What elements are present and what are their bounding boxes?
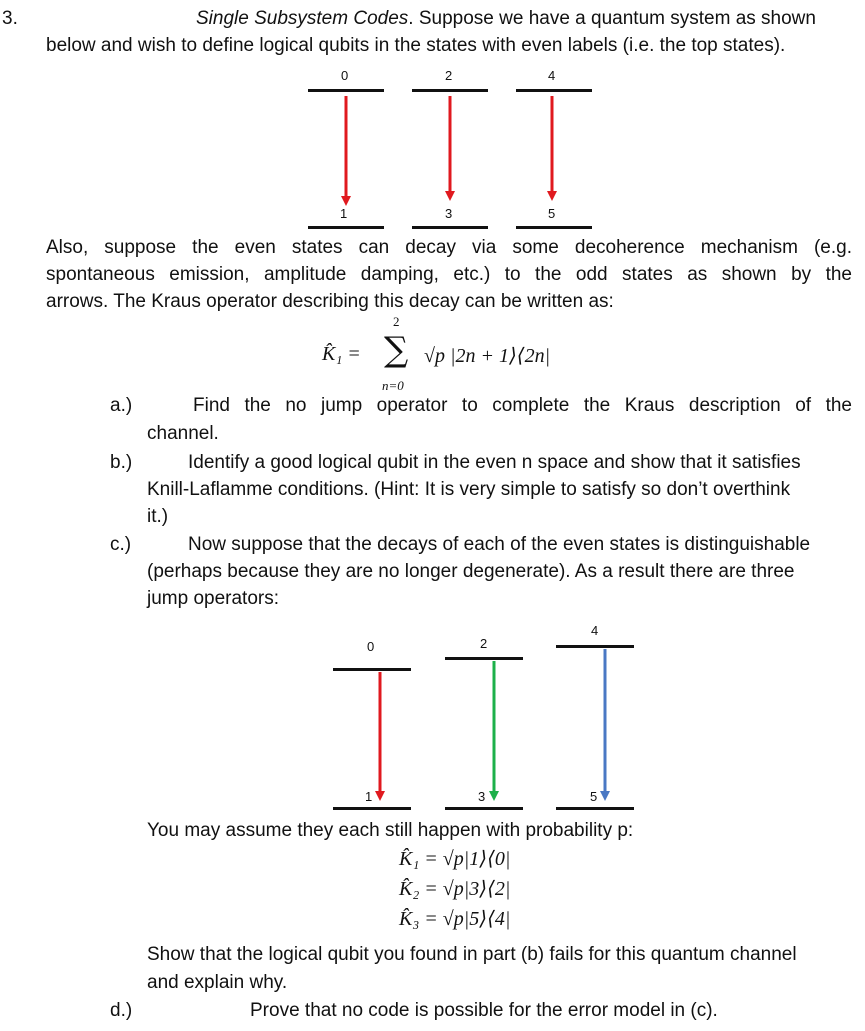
diagram2-top-label-0: 0 — [367, 639, 375, 654]
diagram1-bottom-label-1: 1 — [340, 206, 348, 221]
diagram2-arrow-4-to-5 — [600, 649, 610, 801]
diagram1-top-label-4: 4 — [548, 68, 556, 83]
diagram2-bottom-label-1: 1 — [365, 789, 373, 804]
part-c-op-2: K̂₂ = √p|3⟩⟨2| — [399, 878, 511, 900]
part-a-label: a.) — [110, 395, 133, 416]
part-c-line-1: Now suppose that the decays of each of the even states is distinguishable — [188, 534, 811, 555]
part-c-fail-line-1: Show that the logical qubit you found in part (b) fails for this quantum channel — [147, 944, 797, 965]
part-c-fail-line-2: and explain why. — [147, 972, 288, 993]
diagram1-bottom-label-5: 5 — [548, 206, 556, 221]
part-c-label: c.) — [110, 534, 132, 555]
diagram2-bottom-label-3: 3 — [478, 789, 486, 804]
intro-line-2: below and wish to define logical qubits in the states with even labels (i.e. the top states). — [46, 35, 786, 56]
diagram2-top-label-2: 2 — [480, 636, 488, 651]
diagram2-bottom-label-5: 5 — [590, 789, 598, 804]
part-b-label: b.) — [110, 452, 133, 473]
diagram2-arrow-2-to-3 — [489, 661, 499, 801]
part-c-line-3: jump operators: — [147, 588, 280, 609]
diagram1-bottom-label-3: 3 — [445, 206, 453, 221]
kraus-sum-upper-limit: 2 — [393, 314, 400, 329]
kraus-sum-lhs: K̂₁ = — [322, 343, 361, 365]
diagram1-top-label-2: 2 — [445, 68, 453, 83]
part-b-line-3: it.) — [147, 506, 169, 527]
problem-number: 3. — [2, 8, 18, 29]
intro-line-1-rest: . Suppose we have a quantum system as shown — [408, 8, 816, 29]
part-d-text: Prove that no code is possible for the error model in (c). — [250, 1000, 718, 1021]
decay-text-line-3: arrows. The Kraus operator describing this decay can be written as: — [46, 291, 614, 312]
part-b-line-1: Identify a good logical qubit in the even n space and show that it satisfies — [188, 452, 801, 473]
part-a-line-2: channel. — [147, 423, 219, 444]
part-c-assume: You may assume they each still happen with probability p: — [147, 820, 634, 841]
part-c-op-3: K̂₃ = √p|5⟩⟨4| — [399, 908, 511, 930]
kraus-sum-sigma: ∑ — [384, 330, 409, 370]
problem-title: Single Subsystem Codes — [196, 8, 409, 29]
kraus-sum-body: √p |2n + 1⟩⟨2n| — [424, 345, 551, 367]
diagram2-top-label-4: 4 — [591, 623, 599, 638]
diagram2-arrow-0-to-1 — [375, 672, 385, 801]
part-a-line-1: Find the no jump operator to complete the Kraus description of the — [193, 395, 852, 416]
part-b-line-2: Knill-Laflamme conditions. (Hint: It is very simple to satisfy so don’t overthink — [147, 479, 791, 500]
kraus-sum-lower-limit: n=0 — [382, 378, 404, 393]
diagram1-top-label-0: 0 — [341, 68, 349, 83]
part-c-line-2: (perhaps because they are no longer degenerate). As a result there are three — [147, 561, 795, 582]
part-d-label: d.) — [110, 1000, 133, 1021]
decay-text-line-2: spontaneous emission, amplitude damping, etc.) to the odd states as shown by the — [46, 264, 852, 285]
decay-text-line-1: Also, suppose the even states can decay via some decoherence mechanism (e.g. — [46, 237, 852, 258]
part-c-op-1: K̂₁ = √p|1⟩⟨0| — [399, 848, 511, 870]
